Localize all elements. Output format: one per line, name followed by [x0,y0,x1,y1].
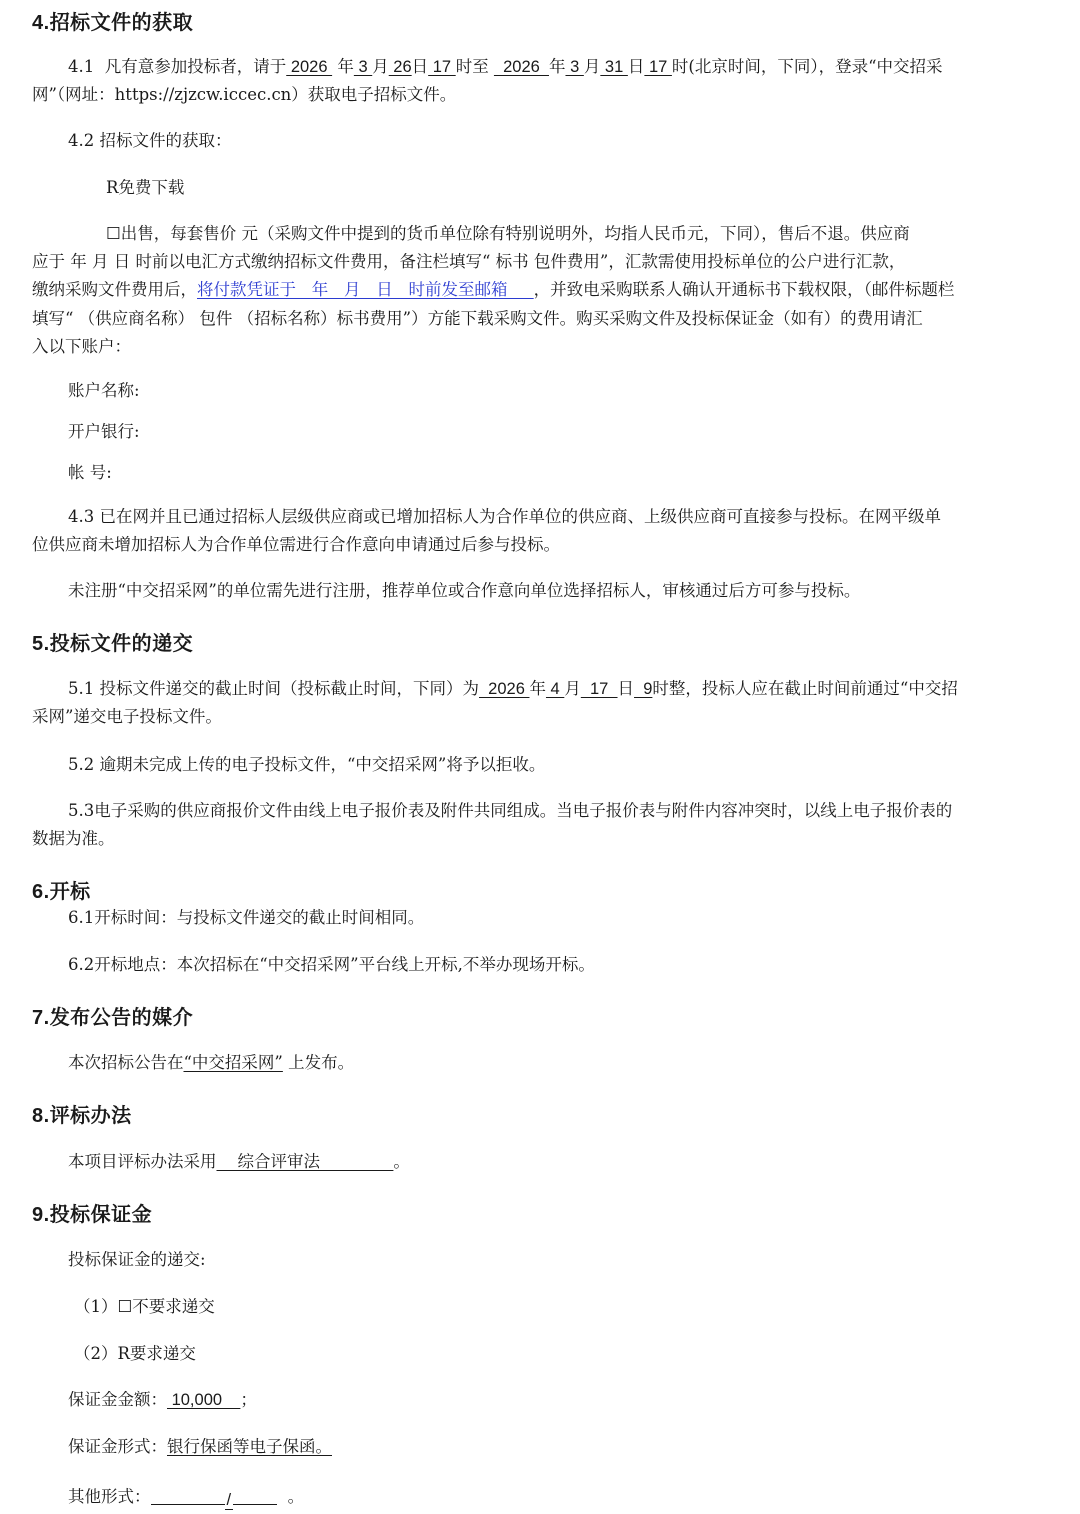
para-7: 本次招标公告在“中交招采网” 上发布。 [68,1053,355,1072]
para-8: 本项目评标办法采用 综合评审法 。 [68,1152,410,1171]
media-name: “中交招采网” [183,1053,283,1072]
deposit-form-value: 银行保函等电子保函。 [167,1437,332,1456]
para-4-1-line1: 4.1 凡有意参加投标者，请于 2026 年 3 月 26日 17 时至 2026 年 3 月 31 日 17 时(北京时间，下同），登录“中交招采 [68,57,943,76]
unregistered-note: 未注册“中交招采网”的单位需先进行注册，推荐单位或合作意向单位选择招标人，审核通过后方可参与投标。 [68,581,861,600]
section-5-heading: 5.投标文件的递交 [32,631,194,655]
payment-voucher-link[interactable]: 将付款凭证于 年 月 日 时前发至邮箱 [197,280,534,299]
deposit-intro: 投标保证金的递交: [68,1250,206,1269]
start-day: 26 [388,58,412,76]
deadline-month: 4 [545,680,565,698]
other-form-value: / [226,1491,232,1509]
para-5-3-line2: 数据为准。 [32,829,115,848]
deposit-option-2: （2）R要求递交 [74,1344,196,1363]
section-8-heading: 8.评标办法 [32,1103,132,1127]
deadline-day: 17 [580,680,618,698]
bank-label: 开户银行: [68,422,140,441]
deposit-amount-value: 10,000 [167,1391,241,1409]
account-name-label: 账户名称: [68,381,140,400]
deadline-year: 2026 [479,680,530,698]
para-6-1: 6.1开标时间：与投标文件递交的截止时间相同。 [68,908,425,927]
section-9-heading: 9.投标保证金 [32,1202,153,1226]
section-7-heading: 7.发布公告的媒介 [32,1005,194,1029]
para-4-3-line2: 位供应商未增加招标人为合作单位需进行合作意向申请通过后参与投标。 [32,535,560,554]
deadline-hour: 9 [634,680,653,698]
para-5-1-line1: 5.1 投标文件递交的截止时间（投标截止时间，下同）为 2026 年 4 月 17 日 9时整，投标人应在截止时间前通过“中交招 [68,679,958,698]
end-year: 2026 [493,58,549,76]
end-hour: 17 [644,58,672,76]
section-4-heading: 4.招标文件的获取 [32,10,194,34]
para-6-2: 6.2开标地点：本次招标在“中交招采网”平台线上开标,不举办现场开标。 [68,955,595,974]
sale-line1: ☐出售，每套售价 元（采购文件中提到的货币单位除有特别说明外，均指人民币元，下同），售后不退。供应商 [106,224,910,243]
para-4-3-line1: 4.3 已在网并且已通过招标人层级供应商或已增加招标人为合作单位的供应商、上级供应商可直接参与投标。在网平级单 [68,507,941,526]
para-5-2: 5.2 逾期未完成上传的电子投标文件，“中交招采网”将予以拒收。 [68,755,546,774]
other-blank-right [233,1484,277,1505]
deposit-other: 其他形式： / 。 [68,1484,304,1510]
start-month: 3 [353,58,373,76]
sale-line4: 填写“ （供应商名称） 包件 （招标名称）标书费用”）方能下载采购文件。购买采购文件及投标保证金（如有）的费用请汇 [32,309,923,328]
deposit-form: 保证金形式：银行保函等电子保函。 [68,1437,332,1456]
evaluation-method: 综合评审法 [216,1152,394,1171]
para-5-3-line1: 5.3电子采购的供应商报价文件由线上电子报价表及附件共同组成。当电子报价表与附件内容冲突时，以线上电子报价表的 [68,801,953,820]
end-day: 31 [600,58,628,76]
start-hour: 17 [428,58,456,76]
para-4-2-title: 4.2 招标文件的获取： [68,131,232,150]
start-year: 2026 [286,58,333,76]
para-4-1-line2: 网”（网址：https://zjzcw.iccec.cn）获取电子招标文件。 [32,85,457,104]
end-month: 3 [565,58,584,76]
sale-line5: 入以下账户： [32,337,131,356]
option-free-download: R免费下载 [106,178,185,197]
section-6-heading: 6.开标 [32,879,91,903]
deposit-option-1: （1）☐不要求递交 [74,1297,215,1316]
para-5-1-line2: 采网”递交电子投标文件。 [32,707,222,726]
other-blank-left [151,1484,225,1505]
account-number-label: 帐 号: [68,463,112,482]
sale-line3: 缴纳采购文件费用后，将付款凭证于 年 月 日 时前发至邮箱 ，并致电采购联系人确认开通标书下载权限，（邮件标题栏 [32,280,955,299]
deposit-amount: 保证金金额： 10,000 ； [68,1390,257,1409]
sale-line2: 应于 年 月 日 时前以电汇方式缴纳招标文件费用，备注栏填写“ 标书 包件费用”，汇款需使用投标单位的公户进行汇款， [32,252,906,271]
